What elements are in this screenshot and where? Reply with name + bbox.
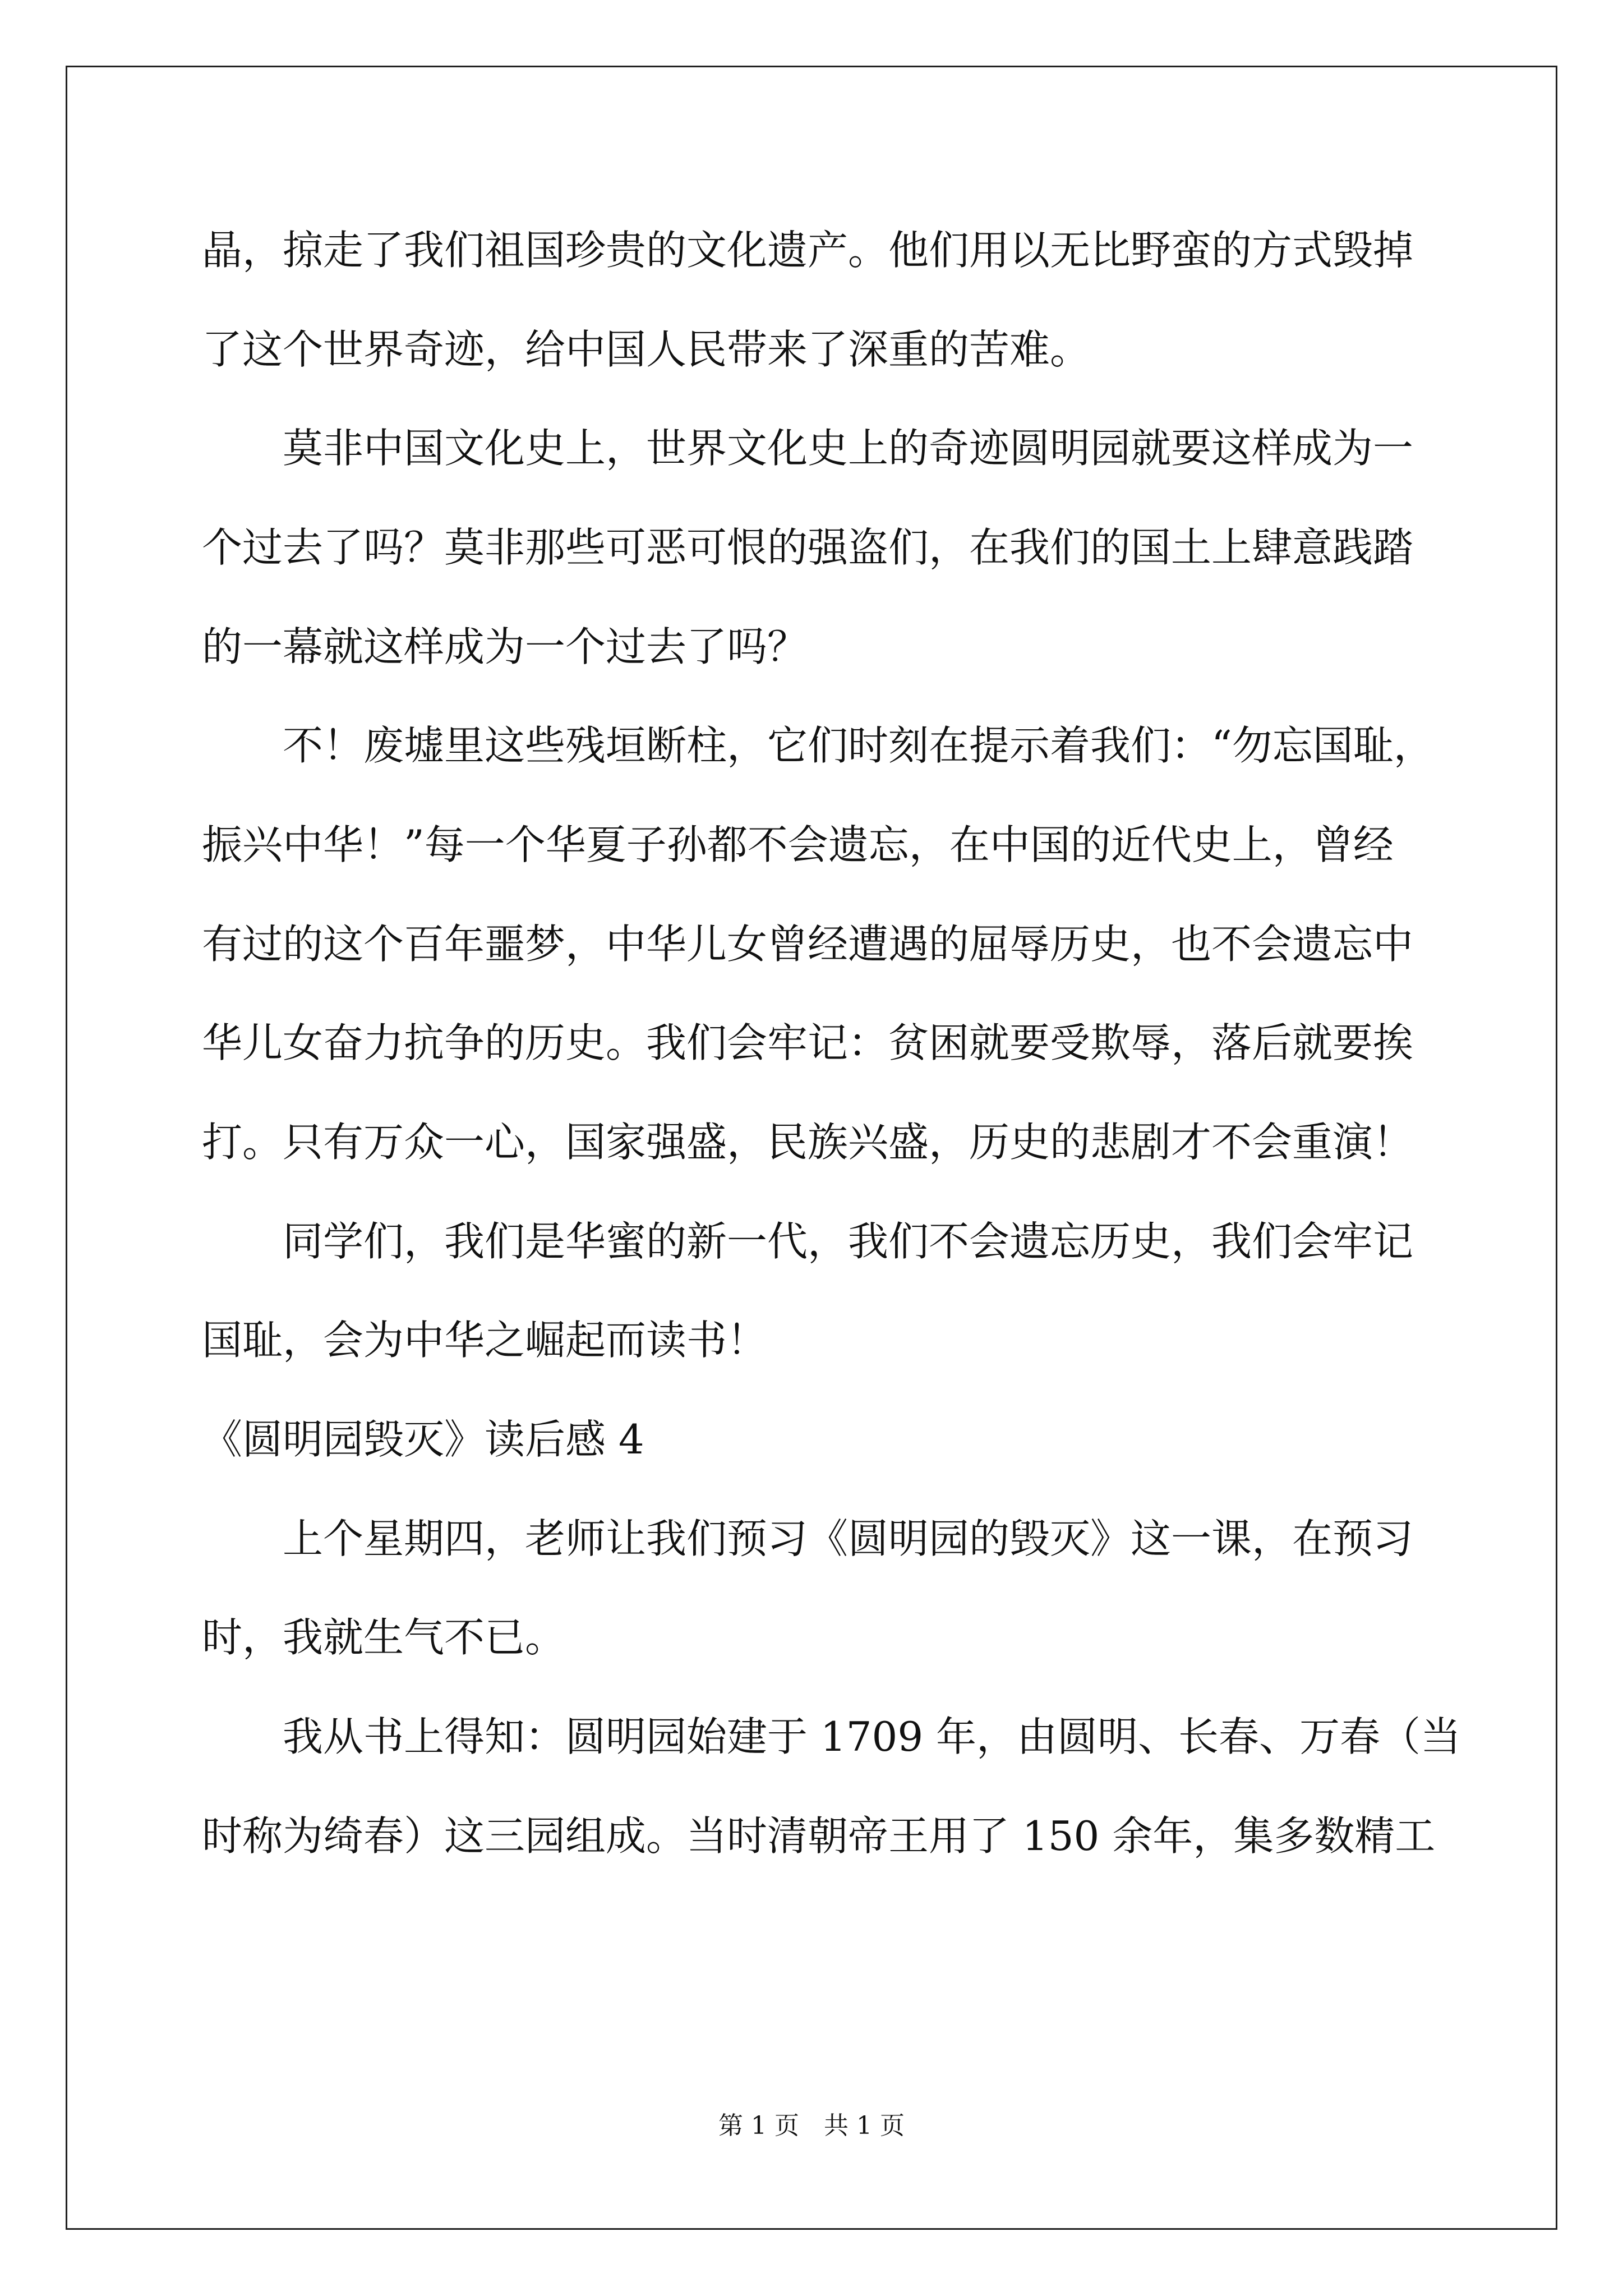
text-line-16: 时称为绮春）这三园组成。当时清朝帝王用了 150 余年，集多数精工	[202, 1812, 1436, 1860]
text-line-10: 打。只有万众一心，国家强盛，民族兴盛，历史的悲剧才不会重演！	[202, 1119, 1414, 1166]
text-line-9: 华儿女奋力抗争的历史。我们会牢记：贫困就要受欺辱，落后就要挨	[202, 1019, 1414, 1066]
text-line-5: 的一幕就这样成为一个过去了吗？	[202, 623, 808, 670]
section-heading: 《圆明园毁灭》读后感 4	[202, 1416, 644, 1463]
page-number-footer: 第 1 页 共 1 页	[718, 2111, 905, 2140]
text-line-14: 时，我就生气不已。	[202, 1614, 566, 1661]
text-line-15: 我从书上得知：圆明园始建于 1709 年，由圆明、长春、万春（当	[202, 1713, 1461, 1760]
text-line-2: 了这个世界奇迹，给中国人民带来了深重的苦难。	[202, 326, 1091, 373]
text-line-4: 个过去了吗？莫非那些可恶可恨的强盗们，在我们的国土上肆意践踏	[202, 524, 1414, 571]
text-line-12: 国耻，会为中华之崛起而读书！	[202, 1317, 768, 1364]
text-line-7: 振兴中华！”每一个华夏子孙都不会遗忘，在中国的近代史上，曾经	[202, 821, 1394, 868]
text-line-8: 有过的这个百年噩梦，中华儿女曾经遭遇的屈辱历史，也不会遗忘中	[202, 921, 1414, 968]
text-line-6: 不！废墟里这些残垣断柱，它们时刻在提示着我们：“勿忘国耻，	[202, 722, 1434, 769]
text-line-11: 同学们，我们是华蜜的新一代，我们不会遗忘历史，我们会牢记	[202, 1218, 1414, 1265]
text-line-3: 莫非中国文化史上，世界文化史上的奇迹圆明园就要这样成为一	[202, 425, 1414, 472]
text-line-13: 上个星期四，老师让我们预习《圆明园的毁灭》这一课，在预习	[202, 1515, 1414, 1562]
text-line-1: 晶，掠走了我们祖国珍贵的文化遗产。他们用以无比野蛮的方式毁掉	[202, 227, 1414, 274]
